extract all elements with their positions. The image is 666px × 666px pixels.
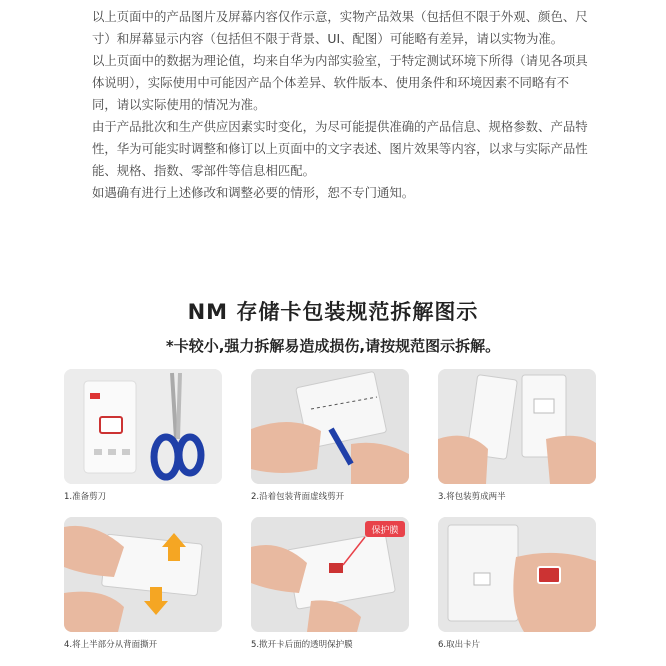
step-6-photo xyxy=(438,517,596,632)
disclaimer-paragraph: 以上页面中的数据为理论值，均来自华为内部实验室，于特定测试环境下所得（请见各项具体说明），实际使用中可能因产品个体差异、软件版本、使用条件和环境因素不同略有不同，请以实际使用的情况为准。 xyxy=(92,53,588,112)
disclaimer-paragraph: 以上页面中的产品图片及屏幕内容仅作示意，实物产品效果（包括但不限于外观、颜色、尺寸）和屏幕显示内容（包括但不限于背景、UI、配图）可能略有差异，请以实物为准。 xyxy=(92,9,588,46)
step-caption: 4.将上半部分从背面撕开 xyxy=(64,640,158,650)
step-4 xyxy=(64,517,222,650)
guide-title: NM 存储卡包装规范拆解图示 xyxy=(187,300,479,324)
step-1-photo xyxy=(64,369,222,484)
protective-film-label: 保护膜 xyxy=(371,526,399,536)
step-caption: 2.沿着包装背面虚线剪开 xyxy=(251,492,345,502)
step-2-photo xyxy=(251,369,409,484)
step-caption: 3.将包装剪成两半 xyxy=(438,492,506,502)
disclaimer-paragraph: 由于产品批次和生产供应因素实时变化，为尽可能提供准确的产品信息、规格参数、产品特性，华为可能实时调整和修订以上页面中的文字表述、图片效果等内容，以求与实际产品性能、规格、指数、零部件等信息相匹配。 xyxy=(92,119,588,178)
disclaimer xyxy=(92,6,592,204)
step-caption: 1.准备剪刀 xyxy=(64,492,107,502)
disclaimer-paragraph: 如遇确有进行上述修改和调整必要的情形，恕不专门通知。 xyxy=(92,185,415,200)
step-2 xyxy=(251,369,409,502)
step-4-photo xyxy=(64,517,222,632)
step-1 xyxy=(64,369,222,502)
step-caption: 6.取出卡片 xyxy=(438,640,481,650)
step-caption: 5.揿开卡后面的透明保护膜 xyxy=(251,640,353,650)
step-3 xyxy=(438,369,596,502)
step-3-photo xyxy=(438,369,596,484)
step-6 xyxy=(438,517,596,650)
guide-subtitle: *卡较小,强力拆解易造成损伤,请按规范图示拆解。 xyxy=(165,337,501,355)
step-5 xyxy=(251,517,409,650)
step-5-photo xyxy=(251,517,409,632)
